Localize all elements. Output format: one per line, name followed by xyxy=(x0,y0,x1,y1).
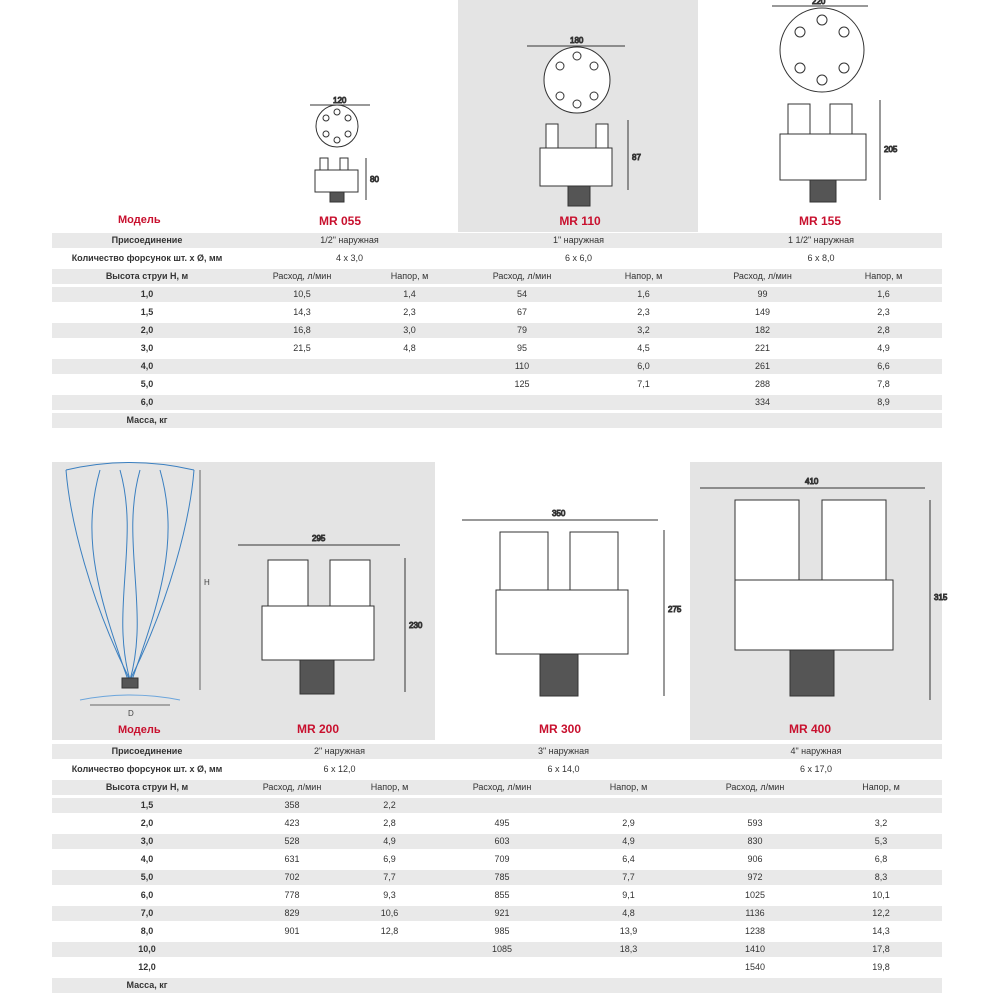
flow-value: 21,5 xyxy=(293,343,311,353)
pressure-value: 10,1 xyxy=(872,890,890,900)
mass-label: Масса, кг xyxy=(126,980,168,990)
mr110-title: MR 110 xyxy=(559,214,601,228)
jet-illustration xyxy=(66,463,200,706)
col-pressure: Напор, м xyxy=(609,782,648,792)
height-value: 10,0 xyxy=(138,944,156,954)
table-row xyxy=(52,906,942,921)
pressure-value: 9,1 xyxy=(622,890,635,900)
flow-value xyxy=(437,960,567,975)
flow-value: 110 xyxy=(514,361,530,371)
mr400-drawing xyxy=(700,477,948,700)
height-value: 5,0 xyxy=(140,872,154,882)
col-pressure: Напор, м xyxy=(624,271,663,281)
flow-value: 830 xyxy=(747,836,763,846)
pressure-value: 6,9 xyxy=(383,854,396,864)
pressure-value xyxy=(567,798,690,813)
mr200-drawing xyxy=(238,534,423,694)
pressure-value: 6,8 xyxy=(874,854,888,864)
mr155-dim-height: 205 xyxy=(884,145,898,154)
height-value: 5,0 xyxy=(140,379,154,389)
pressure-value: 4,5 xyxy=(637,343,650,353)
flow-value xyxy=(242,942,342,957)
table-row xyxy=(52,888,942,903)
flow-value: 288 xyxy=(754,379,771,389)
flow-value: 1238 xyxy=(744,926,766,936)
mr300-nozzles: 6 x 14,0 xyxy=(547,764,580,774)
mr400-nozzles: 6 x 17,0 xyxy=(799,764,833,774)
flow-value: 334 xyxy=(754,397,771,407)
mass-label: Масса, кг xyxy=(126,415,168,425)
table-row xyxy=(52,942,942,957)
mr055-title: MR 055 xyxy=(318,214,362,228)
pressure-value: 1,6 xyxy=(637,289,650,299)
pressure-value: 12,8 xyxy=(380,926,399,936)
col-pressure: Напор, м xyxy=(862,782,900,792)
mr055-nozzles: 4 x 3,0 xyxy=(335,253,364,263)
mr110-dim-height: 87 xyxy=(632,153,641,162)
pressure-value: 2,8 xyxy=(383,818,396,828)
height-value: 12,0 xyxy=(138,962,156,972)
pressure-value: 6,0 xyxy=(637,361,650,371)
pressure-value: 1,6 xyxy=(877,289,890,299)
flow-value: 972 xyxy=(747,872,763,882)
flow-value: 985 xyxy=(494,926,510,936)
pressure-value: 8,3 xyxy=(874,872,888,882)
height-value: 4,0 xyxy=(140,854,154,864)
height-value: 3,0 xyxy=(140,343,154,353)
flow-value: 67 xyxy=(516,307,527,317)
mr155-dim-width: 220 xyxy=(812,0,826,6)
flow-value: 855 xyxy=(494,890,510,900)
flow-value: 709 xyxy=(494,854,510,864)
pressure-value: 2,2 xyxy=(383,800,396,810)
mr400-dim-width: 410 xyxy=(805,477,819,486)
pressure-value: 6,6 xyxy=(877,361,890,371)
table-row xyxy=(52,834,942,849)
mr155-connection: 1 1/2" наружная xyxy=(787,235,855,245)
height-value: 3,0 xyxy=(140,836,154,846)
flow-value xyxy=(437,798,567,813)
mr200-nozzles: 6 x 12,0 xyxy=(323,764,356,774)
flow-value: 221 xyxy=(754,343,771,353)
table-row xyxy=(52,870,942,885)
flow-value: 785 xyxy=(494,872,510,882)
mr200-title: MR 200 xyxy=(296,722,340,736)
table-row xyxy=(52,924,942,939)
pressure-value: 7,7 xyxy=(383,872,396,882)
mr110-connection: 1" наружная xyxy=(552,235,605,245)
table-row xyxy=(52,816,942,831)
mr200-dim-width: 295 xyxy=(312,534,326,543)
mr055-connection: 1/2" наружная xyxy=(320,235,379,245)
flow-value: 16,8 xyxy=(293,325,311,335)
pressure-value: 3,2 xyxy=(874,818,888,828)
pressure-value: 6,4 xyxy=(622,854,635,864)
height-value: 7,0 xyxy=(140,908,154,918)
pressure-value: 4,8 xyxy=(403,343,416,353)
flow-value: 829 xyxy=(284,908,300,918)
col-pressure: Напор, м xyxy=(370,782,409,792)
pressure-value: 2,3 xyxy=(877,307,890,317)
pressure-value: 5,3 xyxy=(874,836,888,846)
pressure-value xyxy=(342,960,437,975)
pressure-value: 2,8 xyxy=(877,325,890,335)
flow-value: 495 xyxy=(494,818,510,828)
col-pressure: Напор, м xyxy=(390,271,429,281)
col-flow: Расход, л/мин xyxy=(262,782,322,792)
mr400-dim-height: 315 xyxy=(934,593,948,602)
flow-value: 182 xyxy=(754,325,771,335)
flow-value: 99 xyxy=(757,289,768,299)
pressure-value xyxy=(567,960,690,975)
flow-value: 593 xyxy=(747,818,763,828)
flow-value: 358 xyxy=(284,800,300,810)
flow-value: 149 xyxy=(754,307,771,317)
flow-value: 906 xyxy=(747,854,763,864)
pressure-value: 2,3 xyxy=(637,307,650,317)
col-flow: Расход, л/мин xyxy=(472,782,532,792)
mr300-drawing xyxy=(462,509,682,696)
col-flow: Расход, л/мин xyxy=(733,271,792,281)
flow-value xyxy=(690,798,820,813)
flow-value: 1410 xyxy=(744,944,766,954)
flow-value: 10,5 xyxy=(293,289,311,299)
mr110-dim-width: 180 xyxy=(570,36,584,45)
pressure-value: 13,9 xyxy=(619,926,638,936)
col-flow: Расход, л/мин xyxy=(272,271,332,281)
col-pressure: Напор, м xyxy=(864,271,903,281)
flow-value: 54 xyxy=(516,289,527,299)
flow-value: 14,3 xyxy=(293,307,311,317)
pressure-value: 4,9 xyxy=(383,836,396,846)
height-value: 1,5 xyxy=(140,800,154,810)
pressure-value: 7,8 xyxy=(877,379,890,389)
flow-value: 125 xyxy=(514,379,530,389)
pressure-value: 1,4 xyxy=(403,289,416,299)
table-row xyxy=(52,852,942,867)
height-value: 1,5 xyxy=(140,307,154,317)
pressure-value xyxy=(820,798,942,813)
top-model-label: Модель xyxy=(118,214,161,226)
flow-value: 79 xyxy=(516,325,527,335)
pressure-value: 14,3 xyxy=(872,926,890,936)
flow-value: 901 xyxy=(284,926,300,936)
flow-value: 95 xyxy=(516,343,527,353)
flow-value: 423 xyxy=(284,818,300,828)
connection-label: Присоединение xyxy=(111,746,183,756)
pressure-value: 4,9 xyxy=(877,343,890,353)
flow-value: 603 xyxy=(494,836,510,846)
pressure-value: 8,9 xyxy=(877,397,890,407)
mr300-connection: 3" наружная xyxy=(537,746,590,756)
table-row xyxy=(52,762,942,777)
height-value: 2,0 xyxy=(140,325,154,335)
flow-value: 528 xyxy=(284,836,300,846)
flow-value: 921 xyxy=(494,908,510,918)
pressure-value: 4,9 xyxy=(622,836,635,846)
pressure-value: 2,9 xyxy=(622,818,635,828)
connection-label: Присоединение xyxy=(111,235,183,245)
flow-value xyxy=(242,960,342,975)
height-value: 1,0 xyxy=(140,289,154,299)
col-flow: Расход, л/мин xyxy=(492,271,552,281)
pressure-value: 9,3 xyxy=(383,890,396,900)
flow-value: 261 xyxy=(754,361,771,371)
flow-value: 1085 xyxy=(491,944,513,954)
mr300-dim-width: 350 xyxy=(552,509,566,518)
height-value: 8,0 xyxy=(140,926,154,936)
pressure-value: 10,6 xyxy=(380,908,399,918)
mr300-title: MR 300 xyxy=(538,722,582,736)
flow-value: 702 xyxy=(284,872,300,882)
height-label: Высота струи H, м xyxy=(105,782,189,792)
pressure-value: 3,2 xyxy=(637,325,650,335)
flow-value: 631 xyxy=(284,854,300,864)
flow-value: 1025 xyxy=(744,890,766,900)
mr155-nozzles: 6 x 8,0 xyxy=(807,253,835,263)
pressure-value: 12,2 xyxy=(872,908,890,918)
flow-value: 778 xyxy=(284,890,300,900)
nozzles-label: Количество форсунок шт. x Ø, мм xyxy=(71,253,223,263)
mr200-connection: 2" наружная xyxy=(313,746,366,756)
jet-diameter-label: D xyxy=(128,709,134,718)
height-value: 4,0 xyxy=(140,361,154,371)
table-row xyxy=(52,744,942,759)
pressure-value: 7,1 xyxy=(637,379,650,389)
nozzles-label: Количество форсунок шт. x Ø, мм xyxy=(71,764,223,774)
flow-value: 1540 xyxy=(744,962,766,972)
pressure-value: 4,8 xyxy=(622,908,635,918)
mr400-connection: 4" наружная xyxy=(790,746,842,756)
mr400-title: MR 400 xyxy=(788,722,832,736)
table-row xyxy=(52,978,942,993)
table-row xyxy=(52,780,942,795)
pressure-value: 19,8 xyxy=(872,962,890,972)
height-value: 2,0 xyxy=(140,818,154,828)
pressure-value: 17,8 xyxy=(872,944,890,954)
table-row xyxy=(52,798,942,813)
col-flow: Расход, л/мин xyxy=(725,782,785,792)
flow-value: 1136 xyxy=(745,908,765,918)
pressure-value xyxy=(342,942,437,957)
mr110-nozzles: 6 x 6,0 xyxy=(564,253,593,263)
pressure-value: 18,3 xyxy=(619,944,638,954)
mr200-dim-height: 230 xyxy=(409,621,423,630)
height-value: 6,0 xyxy=(140,890,154,900)
pressure-value: 3,0 xyxy=(403,325,416,335)
bottom-model-label: Модель xyxy=(118,724,161,736)
pressure-value: 2,3 xyxy=(403,307,416,317)
height-label: Высота струи H, м xyxy=(105,271,189,281)
pressure-value: 7,7 xyxy=(622,872,635,882)
height-value: 6,0 xyxy=(140,397,154,407)
jet-height-label: H xyxy=(204,578,210,587)
mr055-dim-height: 80 xyxy=(370,175,379,184)
mr055-dim-width: 120 xyxy=(333,96,347,105)
mr155-title: MR 155 xyxy=(798,214,842,228)
table-row xyxy=(52,960,942,975)
mr300-dim-height: 275 xyxy=(668,605,682,614)
